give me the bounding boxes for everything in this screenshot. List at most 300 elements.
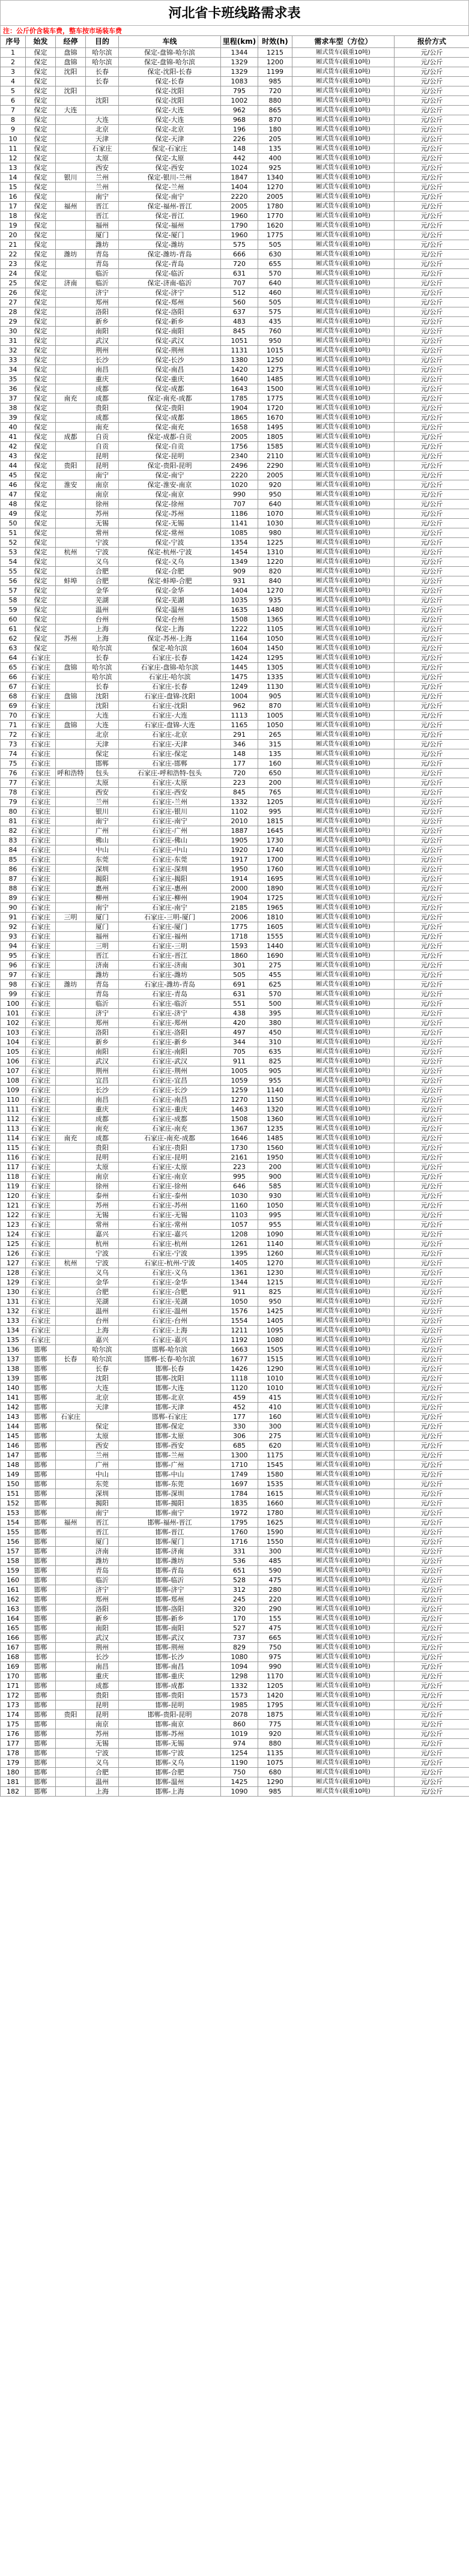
table-row[interactable] (1, 1576, 469, 1585)
cell-via: 三明 (56, 913, 86, 922)
table-row[interactable] (1, 307, 469, 317)
table-row[interactable] (1, 951, 469, 961)
table-row[interactable] (1, 135, 469, 144)
cell-destination: 长沙 (86, 1652, 119, 1662)
cell-via (56, 1191, 86, 1201)
cell-vehicle: 厢式货车(载重10吨) (292, 490, 395, 500)
cell-origin: 石家庄 (26, 1191, 56, 1201)
table-row[interactable] (1, 932, 469, 942)
table-row[interactable] (1, 615, 469, 624)
table-row[interactable] (1, 1018, 469, 1028)
table-row[interactable] (1, 1518, 469, 1528)
cell-route: 保定-太原 (119, 154, 221, 163)
table-row[interactable] (1, 106, 469, 115)
table-row[interactable] (1, 749, 469, 759)
cell-hours: 1780 (258, 1508, 292, 1518)
cell-destination: 潍坊 (86, 1556, 119, 1566)
table-row[interactable] (1, 740, 469, 749)
table-row[interactable] (1, 259, 469, 269)
table-row[interactable] (1, 1451, 469, 1460)
table-row[interactable] (1, 922, 469, 932)
cell-pricing: 元/公斤 (395, 1374, 469, 1383)
cell-vehicle: 厢式货车(载重10吨) (292, 1566, 395, 1576)
table-row[interactable] (1, 1508, 469, 1518)
cell-vehicle: 厢式货车(载重10吨) (292, 1143, 395, 1153)
table-row[interactable] (1, 1220, 469, 1230)
col-header-pricing[interactable]: 报价方式 (395, 36, 469, 48)
cell-via: 大连 (56, 106, 86, 115)
cell-destination: 太原 (86, 1163, 119, 1172)
table-row[interactable] (1, 836, 469, 845)
table-row[interactable] (1, 144, 469, 154)
cell-route: 石家庄-长春 (119, 653, 221, 663)
table-row[interactable] (1, 1211, 469, 1220)
table-row[interactable] (1, 1114, 469, 1124)
table-row[interactable] (1, 692, 469, 701)
table-row[interactable] (1, 509, 469, 519)
table-row[interactable] (1, 461, 469, 471)
table-row[interactable] (1, 192, 469, 202)
table-row[interactable] (1, 624, 469, 634)
table-row[interactable] (1, 1537, 469, 1547)
cell-distance: 911 (221, 1057, 258, 1066)
col-header-origin[interactable]: 始发 (26, 36, 56, 48)
table-row[interactable] (1, 1422, 469, 1432)
table-row[interactable] (1, 769, 469, 778)
cell-origin: 石家庄 (26, 942, 56, 951)
cell-pricing: 元/公斤 (395, 509, 469, 519)
cell-destination: 保定 (86, 749, 119, 759)
table-row[interactable] (1, 1287, 469, 1297)
table-row[interactable] (1, 346, 469, 355)
table-row[interactable] (1, 1393, 469, 1403)
table-row[interactable] (1, 1556, 469, 1566)
cell-distance: 1508 (221, 1114, 258, 1124)
table-row[interactable] (1, 384, 469, 394)
table-row[interactable] (1, 1249, 469, 1259)
table-row[interactable] (1, 1047, 469, 1057)
cell-vehicle: 厢式货车(载重10吨) (292, 893, 395, 903)
table-row[interactable] (1, 1038, 469, 1047)
col-header-via[interactable]: 经停 (56, 36, 86, 48)
cell-pricing: 元/公斤 (395, 1326, 469, 1335)
cell-route: 石家庄-南京 (119, 1172, 221, 1182)
table-row[interactable] (1, 673, 469, 682)
table-row[interactable] (1, 596, 469, 605)
table-row[interactable] (1, 432, 469, 442)
cell-via (56, 1528, 86, 1537)
table-row[interactable] (1, 1489, 469, 1499)
table-row[interactable] (1, 1316, 469, 1326)
table-row[interactable] (1, 1374, 469, 1383)
cell-via (56, 1297, 86, 1307)
cell-route: 邯郸-洛阳 (119, 1604, 221, 1614)
cell-origin: 保定 (26, 96, 56, 106)
cell-index: 89 (1, 893, 26, 903)
table-row[interactable] (1, 913, 469, 922)
table-row[interactable] (1, 1643, 469, 1652)
table-row[interactable] (1, 1652, 469, 1662)
table-row[interactable] (1, 1720, 469, 1729)
table-row[interactable] (1, 1278, 469, 1287)
table-row[interactable] (1, 721, 469, 730)
table-row[interactable] (1, 817, 469, 826)
table-row[interactable] (1, 1239, 469, 1249)
table-row[interactable] (1, 1095, 469, 1105)
cell-pricing: 元/公斤 (395, 711, 469, 721)
cell-destination: 芜湖 (86, 1297, 119, 1307)
table-row[interactable] (1, 1441, 469, 1451)
table-row[interactable] (1, 1412, 469, 1422)
cell-distance: 1554 (221, 1316, 258, 1326)
table-row[interactable] (1, 298, 469, 307)
table-row[interactable] (1, 317, 469, 327)
cell-hours: 1260 (258, 1249, 292, 1259)
table-row[interactable] (1, 1009, 469, 1018)
table-row[interactable] (1, 1499, 469, 1508)
cell-route: 邯郸-保定 (119, 1422, 221, 1432)
table-row[interactable] (1, 1729, 469, 1739)
table-row[interactable] (1, 490, 469, 500)
table-row[interactable] (1, 48, 469, 58)
table-row[interactable] (1, 471, 469, 480)
cell-route: 保定-南昌 (119, 365, 221, 375)
table-row[interactable] (1, 990, 469, 999)
table-row[interactable] (1, 1403, 469, 1412)
table-row[interactable] (1, 163, 469, 173)
cell-destination: 银川 (86, 807, 119, 817)
table-row[interactable] (1, 865, 469, 874)
cell-destination (86, 1412, 119, 1422)
table-row[interactable] (1, 173, 469, 183)
cell-hours: 315 (258, 740, 292, 749)
table-row[interactable] (1, 663, 469, 673)
table-row[interactable] (1, 154, 469, 163)
table-row[interactable] (1, 211, 469, 221)
cell-hours: 905 (258, 692, 292, 701)
table-row[interactable] (1, 1086, 469, 1095)
table-row[interactable] (1, 1604, 469, 1614)
table-row[interactable] (1, 1230, 469, 1239)
cell-hours: 575 (258, 307, 292, 317)
cell-vehicle: 厢式货车(载重10吨) (292, 1729, 395, 1739)
cell-index: 167 (1, 1643, 26, 1652)
table-row[interactable] (1, 567, 469, 576)
table-row[interactable] (1, 961, 469, 970)
table-row[interactable] (1, 586, 469, 596)
table-row[interactable] (1, 711, 469, 721)
table-row[interactable] (1, 240, 469, 250)
cell-destination: 太原 (86, 154, 119, 163)
table-row[interactable] (1, 1566, 469, 1576)
table-row[interactable] (1, 1028, 469, 1038)
table-row[interactable] (1, 1672, 469, 1681)
table-row[interactable] (1, 1633, 469, 1643)
cell-hours: 1140 (258, 1239, 292, 1249)
table-row[interactable] (1, 288, 469, 298)
cell-vehicle: 厢式货车(载重10吨) (292, 1201, 395, 1211)
table-row[interactable] (1, 797, 469, 807)
table-row[interactable] (1, 115, 469, 125)
table-row[interactable] (1, 96, 469, 106)
cell-distance: 2496 (221, 461, 258, 471)
table-row[interactable] (1, 336, 469, 346)
table-row[interactable] (1, 279, 469, 288)
cell-vehicle: 厢式货车(载重10吨) (292, 1556, 395, 1566)
table-row[interactable] (1, 1335, 469, 1345)
cell-route: 保定-台州 (119, 615, 221, 624)
table-row[interactable] (1, 1585, 469, 1595)
table-row[interactable] (1, 1624, 469, 1633)
table-row[interactable] (1, 1345, 469, 1355)
table-row[interactable] (1, 1710, 469, 1720)
table-row[interactable] (1, 701, 469, 711)
table-row[interactable] (1, 355, 469, 365)
table-row[interactable] (1, 874, 469, 884)
col-header-route[interactable]: 车线 (119, 36, 221, 48)
table-row[interactable] (1, 423, 469, 432)
table-row[interactable] (1, 644, 469, 653)
cell-origin: 邯郸 (26, 1451, 56, 1460)
cell-route: 邯郸-揭阳 (119, 1499, 221, 1508)
table-row[interactable] (1, 1057, 469, 1066)
cell-index: 65 (1, 663, 26, 673)
table-row[interactable] (1, 980, 469, 990)
table-row[interactable] (1, 221, 469, 231)
table-row[interactable] (1, 327, 469, 336)
table-row[interactable] (1, 759, 469, 769)
table-row[interactable] (1, 86, 469, 96)
table-row[interactable] (1, 1172, 469, 1182)
table-row[interactable] (1, 682, 469, 692)
table-row[interactable] (1, 269, 469, 279)
table-row[interactable] (1, 653, 469, 663)
table-row[interactable] (1, 231, 469, 240)
table-row[interactable] (1, 500, 469, 509)
table-row[interactable] (1, 452, 469, 461)
cell-distance: 2005 (221, 202, 258, 211)
cell-via (56, 538, 86, 548)
table-row[interactable] (1, 1662, 469, 1672)
cell-route: 石家庄-潍坊-青岛 (119, 980, 221, 990)
cell-route: 邯郸-重庆 (119, 1672, 221, 1681)
table-row[interactable] (1, 730, 469, 740)
table-row[interactable] (1, 394, 469, 404)
table-row[interactable] (1, 413, 469, 423)
cell-destination: 贵阳 (86, 404, 119, 413)
table-row[interactable] (1, 1201, 469, 1211)
table-row[interactable] (1, 1182, 469, 1191)
table-row[interactable] (1, 77, 469, 86)
table-row[interactable] (1, 1355, 469, 1364)
table-row[interactable] (1, 893, 469, 903)
col-header-index[interactable]: 序号 (1, 36, 26, 48)
table-row[interactable] (1, 1326, 469, 1335)
table-row[interactable] (1, 807, 469, 817)
cell-pricing: 元/公斤 (395, 1057, 469, 1066)
table-row[interactable] (1, 58, 469, 67)
cell-vehicle: 厢式货车(载重10吨) (292, 509, 395, 519)
cell-hours: 630 (258, 250, 292, 259)
cell-route: 石家庄-义乌 (119, 1268, 221, 1278)
table-row[interactable] (1, 1383, 469, 1393)
table-row[interactable] (1, 1143, 469, 1153)
col-header-hours[interactable]: 时效(h) (258, 36, 292, 48)
table-row[interactable] (1, 942, 469, 951)
table-row[interactable] (1, 1105, 469, 1114)
cell-via (56, 874, 86, 884)
cell-pricing: 元/公斤 (395, 336, 469, 346)
table-row[interactable] (1, 404, 469, 413)
cell-pricing: 元/公斤 (395, 980, 469, 990)
table-row[interactable] (1, 634, 469, 644)
table-row[interactable] (1, 528, 469, 538)
table-row[interactable] (1, 1432, 469, 1441)
cell-route: 石家庄-临沂 (119, 999, 221, 1009)
table-row[interactable] (1, 1076, 469, 1086)
cell-via: 福州 (56, 202, 86, 211)
table-row[interactable] (1, 999, 469, 1009)
col-header-destination[interactable]: 目的 (86, 36, 119, 48)
cell-distance: 720 (221, 769, 258, 778)
cell-hours: 1810 (258, 913, 292, 922)
table-row[interactable] (1, 1547, 469, 1556)
table-row[interactable] (1, 1614, 469, 1624)
table-row[interactable] (1, 67, 469, 77)
table-row[interactable] (1, 538, 469, 548)
table-row[interactable] (1, 1364, 469, 1374)
cell-destination: 晋江 (86, 1518, 119, 1528)
cell-destination (86, 106, 119, 115)
cell-pricing: 元/公斤 (395, 644, 469, 653)
cell-index: 173 (1, 1701, 26, 1710)
table-row[interactable] (1, 250, 469, 259)
cell-pricing: 元/公斤 (395, 663, 469, 673)
table-row[interactable] (1, 1470, 469, 1480)
table-row[interactable] (1, 884, 469, 893)
cell-destination: 青岛 (86, 980, 119, 990)
table-row[interactable] (1, 778, 469, 788)
cell-vehicle: 厢式货车(载重10吨) (292, 1114, 395, 1124)
table-row[interactable] (1, 1787, 469, 1797)
table-row[interactable] (1, 480, 469, 490)
cell-distance: 931 (221, 576, 258, 586)
table-row[interactable] (1, 1758, 469, 1768)
cell-route: 石家庄-徐州 (119, 1182, 221, 1191)
table-row[interactable] (1, 1768, 469, 1777)
table-row[interactable] (1, 576, 469, 586)
cell-route: 保定-西安 (119, 163, 221, 173)
cell-vehicle: 厢式货车(载重10吨) (292, 365, 395, 375)
table-row[interactable] (1, 442, 469, 452)
table-row[interactable] (1, 1124, 469, 1134)
table-row[interactable] (1, 557, 469, 567)
table-row[interactable] (1, 1163, 469, 1172)
cell-index: 13 (1, 163, 26, 173)
table-row[interactable] (1, 1691, 469, 1701)
table-row[interactable] (1, 903, 469, 913)
table-row[interactable] (1, 1528, 469, 1537)
cell-route: 保定-福州-晋江 (119, 202, 221, 211)
table-row[interactable] (1, 1460, 469, 1470)
cell-hours: 1720 (258, 404, 292, 413)
table-row[interactable] (1, 183, 469, 192)
cell-via (56, 1672, 86, 1681)
table-row[interactable] (1, 1191, 469, 1201)
cell-index: 36 (1, 384, 26, 394)
table-row[interactable] (1, 1259, 469, 1268)
cell-route: 邯郸-太原 (119, 1432, 221, 1441)
table-row[interactable] (1, 1297, 469, 1307)
cell-vehicle: 厢式货车(载重10吨) (292, 932, 395, 942)
cell-route: 保定-自贡 (119, 442, 221, 452)
table-row[interactable] (1, 826, 469, 836)
table-row[interactable] (1, 1739, 469, 1749)
cell-via (56, 1585, 86, 1595)
cell-distance: 1475 (221, 673, 258, 682)
table-row[interactable] (1, 855, 469, 865)
table-row[interactable] (1, 1307, 469, 1316)
table-row[interactable] (1, 519, 469, 528)
table-row[interactable] (1, 1681, 469, 1691)
cell-origin: 石家庄 (26, 653, 56, 663)
cell-via (56, 1451, 86, 1460)
cell-via (56, 1105, 86, 1114)
table-row[interactable] (1, 1749, 469, 1758)
table-row[interactable] (1, 1595, 469, 1604)
cell-destination: 济南 (86, 1547, 119, 1556)
cell-route: 邯郸-潍坊 (119, 1556, 221, 1566)
cell-index: 35 (1, 375, 26, 384)
table-row[interactable] (1, 1777, 469, 1787)
table-row[interactable] (1, 1134, 469, 1143)
cell-destination: 太原 (86, 778, 119, 788)
table-row[interactable] (1, 548, 469, 557)
table-row[interactable] (1, 1701, 469, 1710)
cell-pricing: 元/公斤 (395, 1547, 469, 1556)
table-row[interactable] (1, 1480, 469, 1489)
cell-index: 68 (1, 692, 26, 701)
col-header-distance[interactable]: 里程(km) (221, 36, 258, 48)
cell-via (56, 1566, 86, 1576)
table-row[interactable] (1, 788, 469, 797)
cell-vehicle: 厢式货车(载重10吨) (292, 384, 395, 394)
cell-distance: 148 (221, 749, 258, 759)
cell-pricing: 元/公斤 (395, 692, 469, 701)
cell-distance: 1663 (221, 1345, 258, 1355)
cell-via (56, 154, 86, 163)
table-row[interactable] (1, 1066, 469, 1076)
col-header-vehicle[interactable]: 需求车型（方位） (292, 36, 395, 48)
table-row[interactable] (1, 125, 469, 135)
cell-pricing: 元/公斤 (395, 932, 469, 942)
table-row[interactable] (1, 202, 469, 211)
cell-origin: 保定 (26, 250, 56, 259)
table-row[interactable] (1, 1153, 469, 1163)
table-row[interactable] (1, 375, 469, 384)
cell-origin: 石家庄 (26, 1047, 56, 1057)
cell-index: 120 (1, 1191, 26, 1201)
table-row[interactable] (1, 605, 469, 615)
cell-pricing: 元/公斤 (395, 1403, 469, 1412)
cell-index: 123 (1, 1220, 26, 1230)
cell-pricing: 元/公斤 (395, 999, 469, 1009)
cell-vehicle: 厢式货车(载重10吨) (292, 1297, 395, 1307)
table-row[interactable] (1, 365, 469, 375)
table-row[interactable] (1, 845, 469, 855)
table-row[interactable] (1, 1268, 469, 1278)
table-row[interactable] (1, 970, 469, 980)
